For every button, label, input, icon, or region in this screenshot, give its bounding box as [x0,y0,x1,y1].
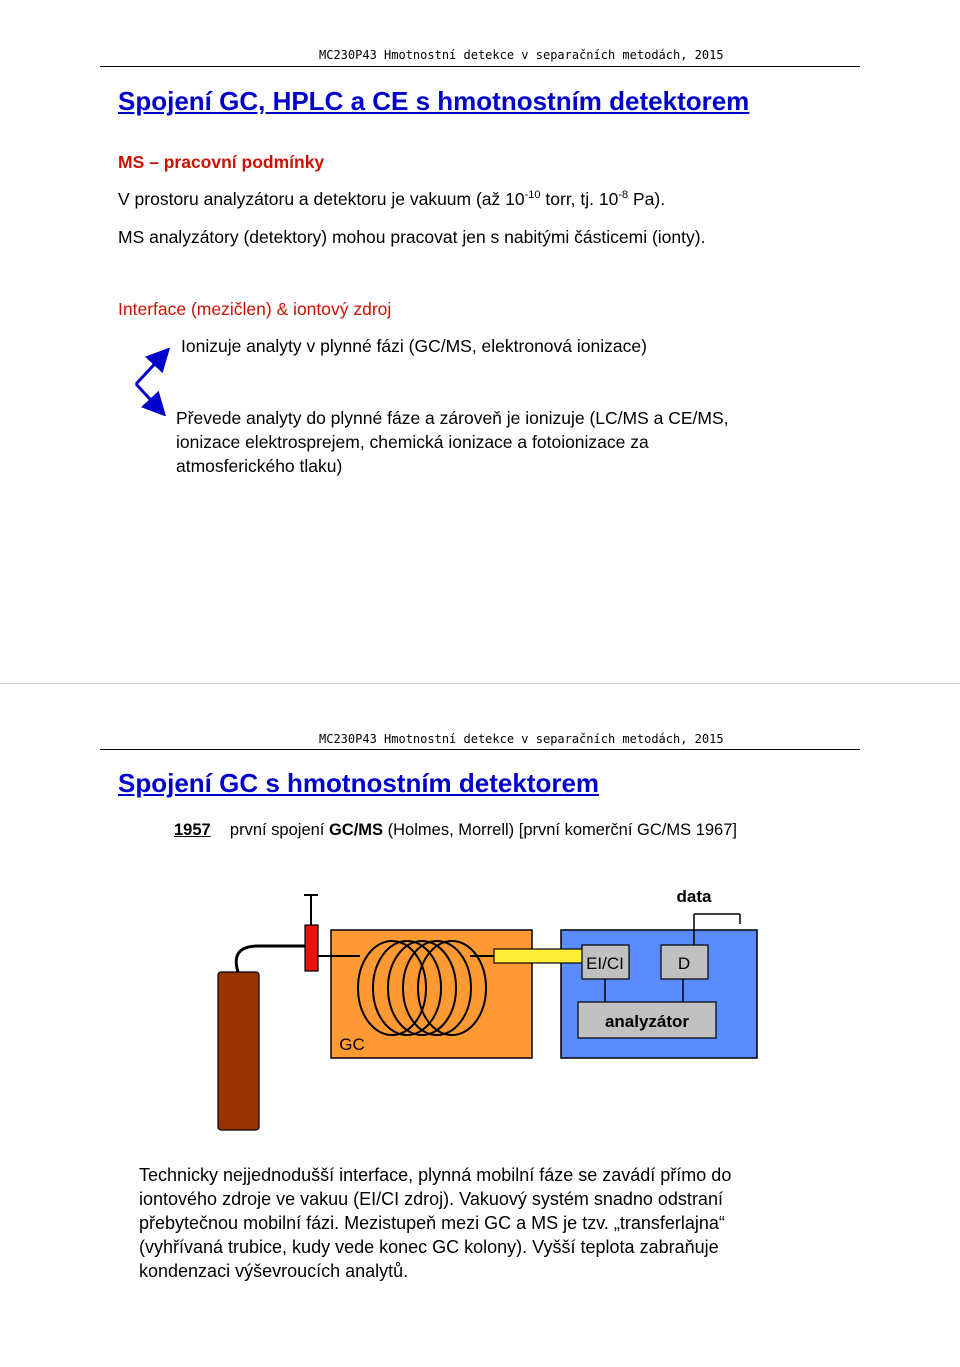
ion-source-label: EI/CI [586,954,624,973]
paragraph-line-1: Technicky nejjednodušší interface, plynná mobilní fáze se zavádí přímo do [139,1165,732,1185]
slide-1 [0,0,960,683]
gc-label: GC [339,1035,365,1054]
history-line [174,818,737,842]
option-gas-phase: Ionizuje analyty v plynné fázi (GC/MS, elektronová ionizace) [181,336,647,356]
option-liquid-line-1: Převede analyty do plynné fáze a zároveň je ionizuje (LC/MS a CE/MS, [176,408,729,428]
header-rule [100,749,860,750]
vacuum-line-start: V prostoru analyzátoru a detektoru je vakuum (až 10 [118,189,525,209]
analyzer-label: analyzátor [604,1012,690,1031]
paragraph-line-4: (vyhřívaná trubice, kudy vede konec GC kolony). Vyšší teplota zabraňuje [139,1237,719,1257]
ions-line: MS analyzátory (detektory) mohou pracovat jen s nabitými částicemi (ionty). [118,227,706,247]
slide-title: Spojení GC s hmotnostním detektorem [118,768,600,798]
ms-conditions-heading: MS – pracovní podmínky [118,152,325,172]
exponent-pa: -8 [618,189,629,202]
slide-2 [0,684,960,1367]
history-text-end: (Holmes, Morrell) [první komerční GC/MS 1967] [383,821,737,839]
exponent-torr: -10 [524,189,541,202]
paragraph-line-2: iontového zdroje ve vakuu (EI/CI zdroj). Vakuový systém snadno odstraní [139,1189,723,1209]
header-rule [100,66,860,67]
interface-heading: Interface (mezičlen) & iontový zdroj [118,299,392,319]
vacuum-line-mid: torr, tj. 10 [540,189,619,209]
slide-header: MC230P43 Hmotnostní detekce v separačních metodách, 2015 [319,48,724,62]
paragraph-line-3: přebytečnou mobilní fázi. Mezistupeň mezi GC a MS je tzv. „transferlajna“ [139,1213,725,1233]
paragraph-line-5: kondenzaci výševroucích analytů. [139,1261,409,1281]
data-label: data [676,887,712,906]
history-gcms: GC/MS [328,821,384,839]
gcms-diagram [200,874,760,1134]
vacuum-line-end: Pa). [628,189,666,209]
year-label: 1957 [174,821,211,839]
branch-arrows-icon [130,348,180,416]
option-liquid-line-3: atmosferického tlaku) [176,456,343,476]
gas-cylinder [218,972,259,1130]
history-text-start: první spojení [229,821,329,839]
slide-title: Spojení GC, HPLC a CE s hmotnostním detektorem [118,86,750,116]
option-liquid-line-2: ionizace elektrosprejem, chemická ionizace a fotoionizace za [176,432,649,452]
transfer-line [494,949,585,963]
slide-header: MC230P43 Hmotnostní detekce v separačních metodách, 2015 [319,732,724,746]
injector [305,925,318,971]
detector-label: D [677,954,691,973]
vacuum-line [118,187,665,211]
